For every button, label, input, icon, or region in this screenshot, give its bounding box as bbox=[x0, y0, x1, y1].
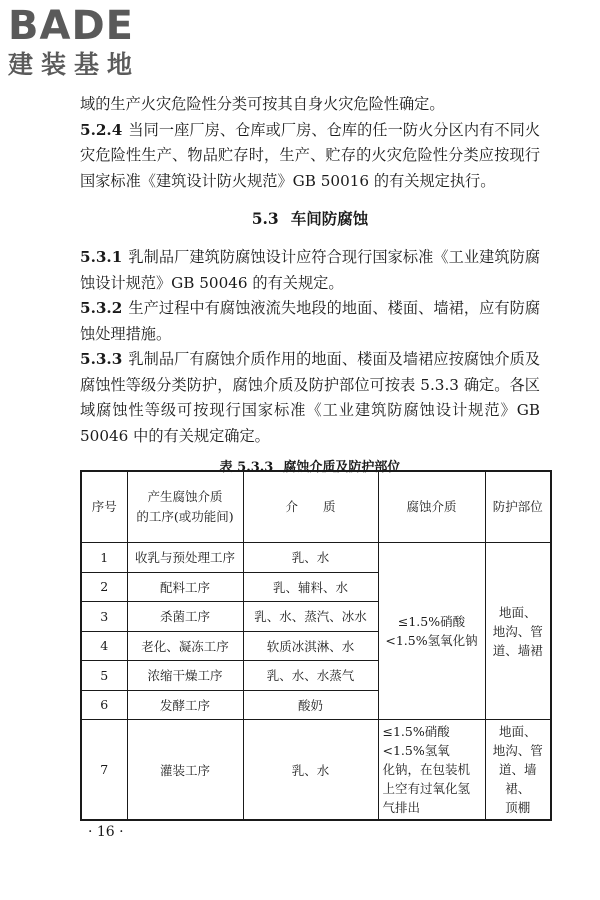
cell-medium: 酸奶 bbox=[243, 690, 378, 720]
corrosive-line: 上空有过氧化氢 bbox=[382, 781, 471, 796]
cell-no: 3 bbox=[81, 602, 127, 632]
corrosive-line: 化钠，在包装机 bbox=[382, 762, 471, 777]
cell-medium: 乳、水 bbox=[243, 720, 378, 821]
corrosive-line: ≤1.5%硝酸 bbox=[382, 724, 450, 739]
protection-line: 地面、 bbox=[498, 604, 537, 620]
table-header-row bbox=[81, 471, 551, 543]
header-no: 序号 bbox=[81, 471, 127, 543]
cell-corrosive-group-2 bbox=[378, 720, 485, 821]
clause-5-2-4 bbox=[80, 118, 540, 195]
table-number: 表 5.3.3 bbox=[219, 460, 274, 475]
table-row bbox=[81, 720, 551, 821]
section-heading bbox=[80, 206, 540, 231]
paragraph-continuation: 域的生产火灾危险性分类可按其自身火灾危险性确定。 bbox=[80, 95, 445, 113]
cell-medium: 乳、水、水蒸气 bbox=[243, 661, 378, 691]
logo-subtitle: 建装基地 bbox=[8, 50, 141, 79]
clause-5-3-2 bbox=[80, 296, 540, 347]
cell-process: 老化、凝冻工序 bbox=[127, 631, 243, 661]
cell-protection-group-2 bbox=[485, 720, 551, 821]
cell-protection-group-1 bbox=[485, 543, 551, 720]
cell-medium: 乳、水 bbox=[243, 543, 378, 573]
clause-number: 5.3.2 bbox=[80, 299, 123, 317]
clause-number: 5.3.3 bbox=[80, 350, 123, 368]
clause-5-3-3 bbox=[80, 347, 540, 449]
corrosion-table bbox=[80, 470, 552, 821]
cell-no: 2 bbox=[81, 572, 127, 602]
document-body bbox=[80, 92, 540, 482]
corrosive-line: <1.5%氢氧化钠 bbox=[385, 633, 478, 648]
bade-logo bbox=[8, 4, 178, 84]
cell-process: 浓缩干燥工序 bbox=[127, 661, 243, 691]
header-process-line: 的工序(或功能间) bbox=[136, 509, 234, 524]
cell-process: 灌装工序 bbox=[127, 720, 243, 821]
clause-text: 生产过程中有腐蚀液流失地段的地面、楼面、墙裙，应有防腐蚀处理措施。 bbox=[80, 299, 540, 343]
page-number: · 16 · bbox=[88, 824, 124, 840]
protection-line: 地沟、管 bbox=[492, 743, 543, 758]
cell-process: 杀菌工序 bbox=[127, 602, 243, 632]
protection-line: 顶棚 bbox=[505, 800, 531, 815]
clause-number: 5.3.1 bbox=[80, 248, 123, 266]
corrosive-line: ≤1.5%硝酸 bbox=[397, 614, 466, 629]
cell-medium: 乳、辅料、水 bbox=[243, 572, 378, 602]
clause-text: 当同一座厂房、仓库或厂房、仓库的任一防火分区内有不同火灾危险性生产、物品贮存时，生产、贮存的火灾危险性分类应按现行国家标准《建筑设计防火规范》GB 50016 的有关规定执行。 bbox=[80, 120, 540, 190]
cell-process: 发酵工序 bbox=[127, 690, 243, 720]
corrosive-line: 气排出 bbox=[382, 800, 421, 815]
cell-medium: 乳、水、蒸汽、冰水 bbox=[243, 602, 378, 632]
cell-medium: 软质冰淇淋、水 bbox=[243, 631, 378, 661]
cell-no: 6 bbox=[81, 690, 127, 720]
clause-5-3-1 bbox=[80, 245, 540, 296]
header-process-line: 产生腐蚀介质 bbox=[147, 489, 223, 504]
table-row bbox=[81, 543, 551, 573]
protection-line: 地沟、管 bbox=[492, 623, 543, 639]
cell-process: 收乳与预处理工序 bbox=[127, 543, 243, 573]
protection-line: 道、墙裙 bbox=[492, 642, 543, 658]
header-corrosive: 腐蚀介质 bbox=[378, 471, 485, 543]
section-number: 5.3 bbox=[251, 209, 279, 228]
clause-number: 5.2.4 bbox=[80, 120, 123, 139]
section-title: 车间防腐蚀 bbox=[290, 209, 369, 228]
protection-line: 道、墙裙、 bbox=[498, 762, 537, 796]
cell-corrosive-group-1 bbox=[378, 543, 485, 720]
protection-line: 地面、 bbox=[498, 724, 537, 739]
header-process bbox=[127, 471, 243, 543]
clause-text: 乳制品厂有腐蚀介质作用的地面、楼面及墙裙应按腐蚀介质及腐蚀性等级分类防护，腐蚀介质及防护部位可按表 5.3.3 确定。各区域腐蚀性等级可按现行国家标准《工业建筑防腐蚀设计规范》GB 50046 中的有关规定确定。 bbox=[80, 350, 540, 445]
corrosive-line: <1.5%氢氧 bbox=[382, 743, 450, 758]
header-protection: 防护部位 bbox=[485, 471, 551, 543]
logo-wordmark: BADE bbox=[8, 3, 134, 49]
cell-no: 1 bbox=[81, 543, 127, 573]
table-title: 腐蚀介质及防护部位 bbox=[283, 460, 401, 475]
header-medium: 介 质 bbox=[243, 471, 378, 543]
clause-text: 乳制品厂建筑防腐蚀设计应符合现行国家标准《工业建筑防腐蚀设计规范》GB 50046 的有关规定。 bbox=[80, 248, 540, 292]
cell-no: 7 bbox=[81, 720, 127, 821]
cell-no: 5 bbox=[81, 661, 127, 691]
cell-no: 4 bbox=[81, 631, 127, 661]
cell-process: 配料工序 bbox=[127, 572, 243, 602]
